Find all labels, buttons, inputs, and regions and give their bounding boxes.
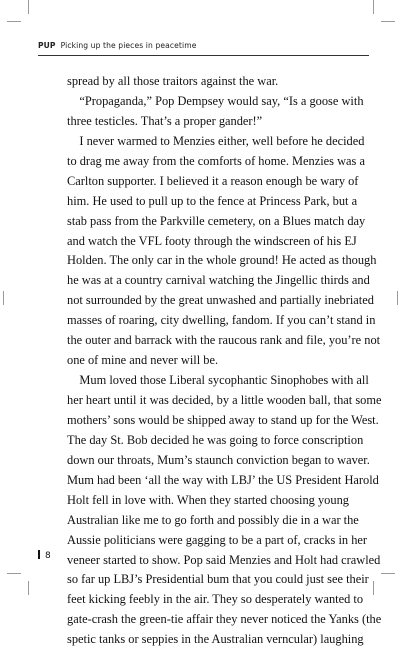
text-line: “Propaganda,” Pop Dempsey would say, “Is a goose with [67, 93, 364, 108]
text-line: him. He used to pull up to the fence at Princess Park, but a [67, 193, 358, 208]
text-line: The day St. Bob decided he was going to force conscription [67, 432, 364, 447]
page-number: 8 [45, 551, 51, 561]
text-line: veneer started to show. Pop said Menzies and Holt had crawled [67, 552, 381, 567]
running-header-series: PUP [38, 41, 56, 50]
text-line: mothers’ sons would be shipped away to stand up for the West. [67, 412, 379, 427]
text-line: gate-crash the green-tie affair they never noticed the Yanks (the [67, 612, 382, 627]
text-line: Australian like me to go forth and possibly die in a war the [67, 512, 359, 527]
crop-mark-top-left-v [28, 0, 29, 14]
text-line: stab pass from the Parkville cemetery, on a Blues match day [67, 213, 366, 228]
text-line: down our throats, Mum’s staunch conviction began to waver. [67, 452, 370, 467]
text-line: the outer and barrack with the raucous rank and file, you’re not [67, 333, 381, 348]
running-header [38, 41, 197, 50]
text-line: Carlton supporter. I believed it a reason enough be wary of [67, 173, 359, 188]
crop-mark-top-right-v [373, 0, 374, 14]
text-line: masses of roaring, city dwelling, fandom. If you can’t stand in [67, 313, 376, 328]
text-line: Mum had been ‘all the way with LBJ’ the US President Harold [67, 472, 379, 487]
crop-mark-mid-left [3, 291, 4, 305]
text-line: to drag me away from the comforts of home. Menzies was a [67, 153, 365, 168]
crop-mark-bottom-right-v [373, 581, 374, 595]
text-line: her heart until it was decided, by a little wooden ball, that some [67, 393, 382, 407]
folio-bar [38, 550, 40, 559]
running-header-title: Picking up the pieces in peacetime [60, 41, 197, 50]
text-line: Holt fell in love with. When they started choosing young [67, 492, 349, 507]
text-line: I never warmed to Menzies either, well before he decided [67, 133, 365, 148]
text-line: spetic tanks or seppies in the Australian verncular) laughing [67, 632, 364, 647]
crop-mark-mid-right [397, 291, 398, 305]
text-line: Holden. The only car in the whole ground! He acted as though [67, 253, 377, 268]
page-folio [38, 550, 51, 561]
crop-mark-bottom-right-h [381, 573, 395, 574]
text-line: spread by all those traitors against the war. [67, 74, 279, 88]
crop-mark-bottom-left-h [7, 573, 21, 574]
crop-mark-bottom-left-v [28, 581, 29, 595]
text-line: so far up LBJ’s Presidential bum that you could just see their [67, 572, 369, 587]
text-line: Aussie politicians were gagging to be a part of, cracks in her [67, 532, 368, 547]
text-line: one of mine and never will be. [67, 353, 219, 368]
header-rule [38, 55, 369, 56]
crop-mark-top-right-h [381, 21, 395, 22]
body-text [67, 72, 382, 650]
text-line: he was at a country carnival watching the Jingellic thirds and [67, 273, 370, 288]
text-line: not surrounded by the great unwashed and partially inebriated [67, 293, 374, 308]
crop-mark-top-left-h [7, 21, 21, 22]
text-line: and watch the VFL footy through the windscreen of his EJ [67, 233, 357, 248]
text-line: three testicles. That’s a proper gander!” [67, 113, 263, 128]
text-line: feet kicking feebly in the air. They so desperately wanted to [67, 592, 364, 607]
text-line: Mum loved those Liberal sycophantic Sinophobes with all [67, 373, 369, 388]
